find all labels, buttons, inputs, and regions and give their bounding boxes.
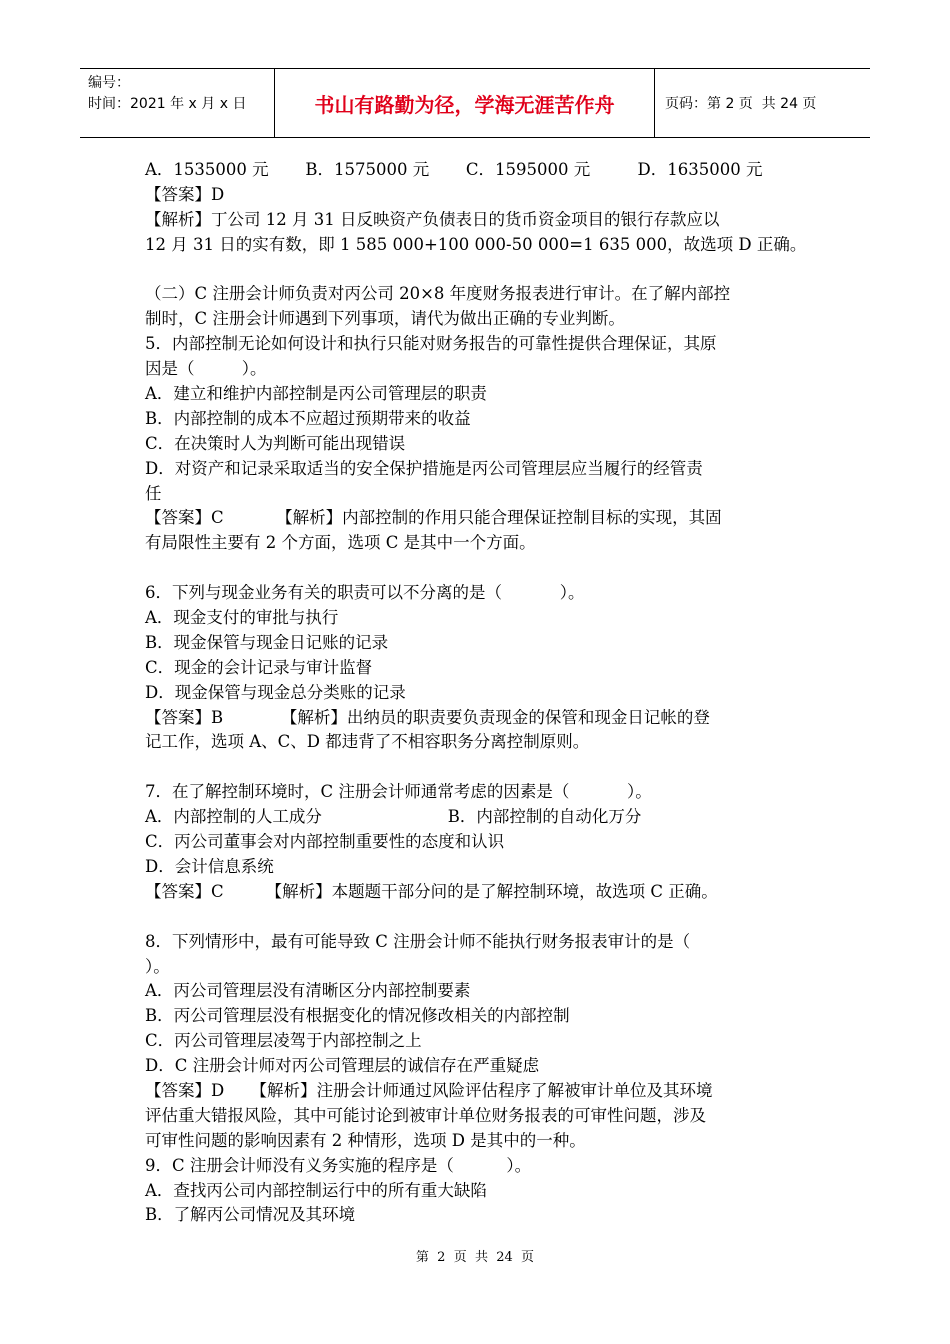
doc-time-label: 时间：2021 年 x 月 x 日: [88, 96, 247, 112]
header-meta: [80, 69, 275, 137]
text-line: 5．内部控制无论如何设计和执行只能对财务报告的可靠性提供合理保证，其原: [145, 334, 717, 354]
text-line: 【答案】C 【解析】内部控制的作用只能合理保证控制目标的实现，其固: [145, 508, 722, 528]
text-line: 制时，C 注册会计师遇到下列事项，请代为做出正确的专业判断。: [145, 309, 625, 329]
text-line: C．现金的会计记录与审计监督: [145, 657, 373, 677]
page-footer: 第 2 页 共 24 页: [415, 1250, 535, 1265]
text-line: B．现金保管与现金日记账的记录: [145, 632, 389, 652]
blank-line: [145, 556, 810, 581]
text-line: 6．下列与现金业务有关的职责可以不分离的是（ ）。: [145, 583, 585, 603]
text-line: B．内部控制的成本不应超过预期带来的收益: [145, 408, 471, 428]
text-line: A．内部控制的人工成分 B．内部控制的自动化万分: [145, 807, 642, 827]
text-line: 【答案】D: [145, 184, 225, 204]
blank-line: [145, 755, 810, 780]
text-line: 因是（ ）。: [145, 359, 267, 379]
text-line: 可审性问题的影响因素有 2 种情形，选项 D 是其中的一种。: [145, 1130, 586, 1150]
text-line: 9．C 注册会计师没有义务实施的程序是（ ）。: [145, 1155, 532, 1175]
text-line: ）。: [145, 956, 170, 976]
text-line: 有局限性主要有 2 个方面，选项 C 是其中一个方面。: [145, 533, 536, 553]
text-line: 【解析】丁公司 12 月 31 日反映资产负债表日的货币资金项目的银行存款应以: [145, 209, 720, 229]
text-line: A．1535000 元 B．1575000 元 C．1595000 元 D．1635000 元: [145, 160, 763, 179]
header-motto: 书山有路勤为径，学海无涯苦作舟: [275, 69, 655, 137]
text-line: A．查找丙公司内部控制运行中的所有重大缺陷: [145, 1180, 487, 1200]
text-line: 任: [145, 483, 162, 503]
text-line: A．建立和维护内部控制是丙公司管理层的职责: [145, 384, 487, 404]
text-line: 7．在了解控制环境时，C 注册会计师通常考虑的因素是（ ）。: [145, 782, 652, 802]
text-line: D．会计信息系统: [145, 856, 274, 876]
text-line: 记工作，选项 A、C、D 都违背了不相容职务分离控制原则。: [145, 732, 590, 752]
blank-line: [145, 258, 810, 283]
text-line: A．现金支付的审批与执行: [145, 608, 339, 628]
text-line: 评估重大错报风险，其中可能讨论到被审计单位财务报表的可审性问题，涉及: [145, 1105, 706, 1125]
document-body: [145, 158, 810, 1228]
text-line: D．对资产和记录采取适当的安全保护措施是丙公司管理层应当履行的经管责: [145, 458, 703, 478]
text-line: 【答案】D 【解析】注册会计师通过风险评估程序了解被审计单位及其环境: [145, 1080, 713, 1100]
text-line: C．在决策时人为判断可能出现错误: [145, 433, 406, 453]
text-line: B．了解丙公司情况及其环境: [145, 1205, 356, 1225]
text-line: 12 月 31 日的实有数，即 1 585 000+100 000-50 000=1 635 000，故选项 D 正确。: [145, 234, 807, 254]
text-line: D．现金保管与现金总分类账的记录: [145, 682, 406, 702]
text-line: A．丙公司管理层没有清晰区分内部控制要素: [145, 981, 471, 1001]
text-line: （二）C 注册会计师负责对丙公司 20×8 年度财务报表进行审计。在了解内部控: [145, 284, 731, 304]
text-line: B．丙公司管理层没有根据变化的情况修改相关的内部控制: [145, 1006, 570, 1026]
blank-line: [145, 905, 810, 930]
header-page-info: 页码：第 2 页 共 24 页: [665, 96, 817, 112]
text-line: C．丙公司管理层凌驾于内部控制之上: [145, 1031, 422, 1051]
text-line: D．C 注册会计师对丙公司管理层的诚信存在严重疑虑: [145, 1056, 540, 1076]
doc-number-label: 编号：: [88, 75, 130, 91]
page-header: [80, 68, 870, 138]
text-line: 8．下列情形中，最有可能导致 C 注册会计师不能执行财务报表审计的是（: [145, 931, 691, 951]
text-line: 【答案】B 【解析】出纳员的职责要负责现金的保管和现金日记帐的登: [145, 707, 710, 727]
text-line: 【答案】C 【解析】本题题干部分问的是了解控制环境，故选项 C 正确。: [145, 881, 718, 901]
text-line: C．丙公司董事会对内部控制重要性的态度和认识: [145, 832, 505, 852]
